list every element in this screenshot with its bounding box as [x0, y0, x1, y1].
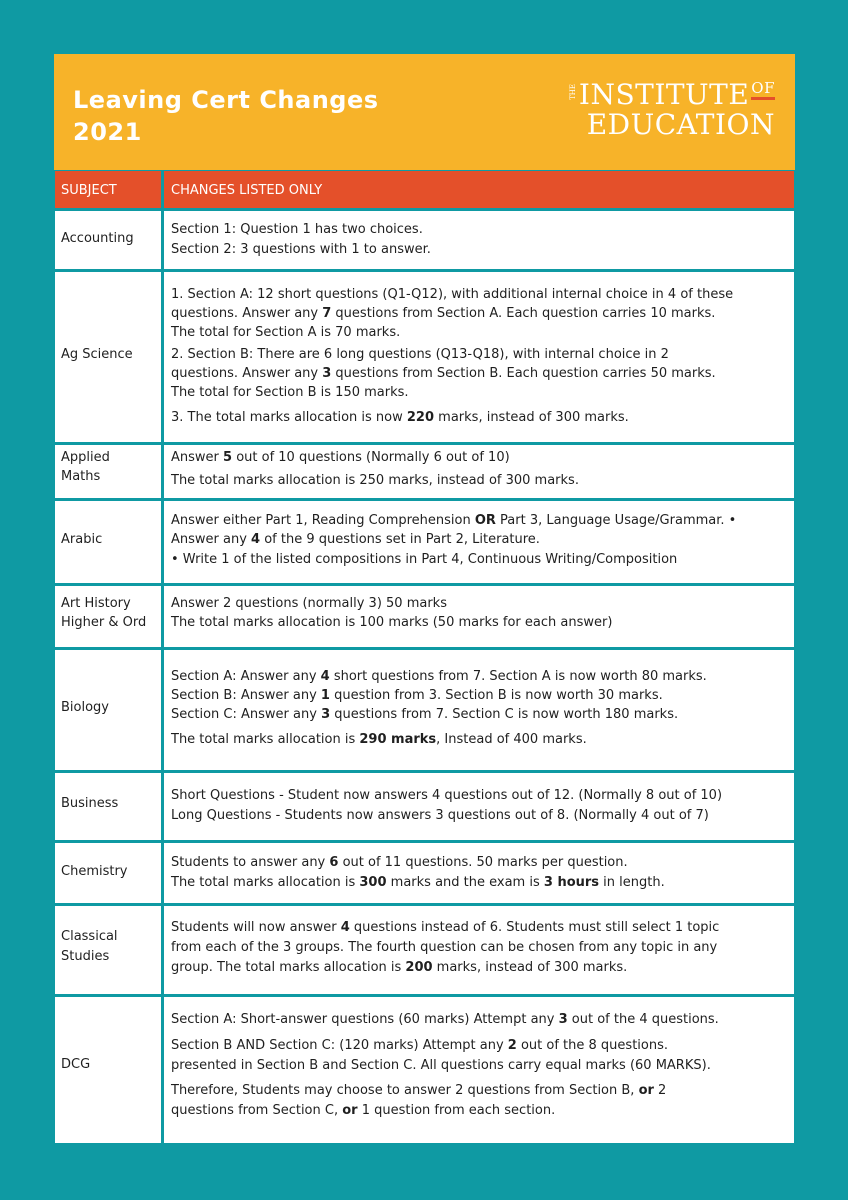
- subject-label: Higher & Ord: [61, 615, 147, 630]
- logo-of: OF: [751, 80, 775, 100]
- subject-cell: [55, 997, 161, 1143]
- changes-cell: [164, 272, 794, 442]
- column-header-subject: SUBJECT: [61, 183, 117, 198]
- change-line: The total marks allocation is 300 marks and the exam is 3 hours in length.: [171, 875, 665, 890]
- subject-cell: [55, 906, 161, 994]
- table-row: [54, 650, 795, 770]
- change-line: Section 1: Question 1 has two choices.: [171, 222, 423, 237]
- table-row: [54, 501, 795, 583]
- changes-cell: [164, 445, 794, 498]
- subject-label: Biology: [61, 700, 109, 715]
- change-line: 2. Section B: There are 6 long questions (Q13-Q18), with internal choice in 2: [171, 347, 669, 362]
- change-line: Section A: Short-answer questions (60 marks) Attempt any 3 out of the 4 questions.: [171, 1012, 719, 1027]
- change-line: 3. The total marks allocation is now 220 marks, instead of 300 marks.: [171, 410, 629, 425]
- logo-institute: INSTITUTE: [578, 78, 750, 111]
- changes-cell: [164, 501, 794, 583]
- change-line: Section C: Answer any 3 questions from 7. Section C is now worth 180 marks.: [171, 707, 679, 722]
- subject-label: Chemistry: [61, 864, 128, 879]
- subject-label: Arabic: [61, 532, 103, 547]
- table-row: [54, 997, 795, 1143]
- subject-label: Art History: [61, 596, 131, 611]
- table-row: [54, 773, 795, 840]
- institute-logo: [569, 80, 775, 140]
- table-row: [54, 586, 795, 647]
- table-row: [54, 272, 795, 442]
- change-line: questions. Answer any 7 questions from Section A. Each question carries 10 marks.: [171, 306, 716, 321]
- subject-cell: [55, 843, 161, 903]
- subject-cell: [55, 211, 161, 269]
- subject-cell: [55, 445, 161, 498]
- changes-cell: [164, 211, 794, 269]
- changes-cell: [164, 650, 794, 770]
- header-banner: [54, 54, 795, 170]
- logo-the: THE: [568, 84, 577, 100]
- change-line: group. The total marks allocation is 200 marks, instead of 300 marks.: [171, 960, 628, 975]
- info-card: [54, 54, 795, 1143]
- changes-cell: [164, 906, 794, 994]
- change-line: Answer either Part 1, Reading Comprehension OR Part 3, Language Usage/Grammar. •: [171, 513, 737, 528]
- subject-label: Ag Science: [61, 347, 133, 362]
- change-line: Answer 5 out of 10 questions (Normally 6 out of 10): [171, 450, 510, 465]
- subject-cell: [55, 272, 161, 442]
- subject-cell: [55, 586, 161, 647]
- column-header-changes: CHANGES LISTED ONLY: [171, 183, 323, 198]
- changes-cell: [164, 586, 794, 647]
- change-line: Section 2: 3 questions with 1 to answer.: [171, 242, 431, 257]
- changes-cell: [164, 773, 794, 840]
- change-line: The total marks allocation is 290 marks, Instead of 400 marks.: [171, 732, 587, 747]
- subject-label: Classical: [61, 929, 118, 944]
- change-line: The total marks allocation is 100 marks (50 marks for each answer): [171, 615, 613, 630]
- change-line: The total for Section A is 70 marks.: [171, 325, 401, 340]
- change-line: Section B: Answer any 1 question from 3. Section B is now worth 30 marks.: [171, 688, 663, 703]
- subject-label: Applied: [61, 450, 110, 465]
- change-line: The total marks allocation is 250 marks, instead of 300 marks.: [171, 473, 579, 488]
- change-line: Short Questions - Student now answers 4 questions out of 12. (Normally 8 out of 10): [171, 788, 723, 803]
- change-line: questions. Answer any 3 questions from Section B. Each question carries 50 marks.: [171, 366, 716, 381]
- table-row: [54, 211, 795, 269]
- change-line: Students will now answer 4 questions instead of 6. Students must still select 1 topic: [171, 920, 720, 935]
- title-line-2: 2021: [73, 118, 142, 146]
- change-line: Answer any 4 of the 9 questions set in Part 2, Literature.: [171, 532, 540, 547]
- page-title: [73, 84, 453, 148]
- change-line: The total for Section B is 150 marks.: [171, 385, 409, 400]
- table-header-row: [54, 171, 795, 208]
- table-row: [54, 445, 795, 498]
- title-line-1: Leaving Cert Changes: [73, 86, 379, 114]
- subject-label: Business: [61, 796, 119, 811]
- subject-cell: [55, 650, 161, 770]
- subject-label: Accounting: [61, 231, 134, 246]
- change-line: questions from Section C, or 1 question from each section.: [171, 1103, 556, 1118]
- table-row: [54, 843, 795, 903]
- subject-label: DCG: [61, 1057, 91, 1072]
- changes-cell: [164, 997, 794, 1143]
- subject-cell: [55, 501, 161, 583]
- change-line: Section A: Answer any 4 short questions from 7. Section A is now worth 80 marks.: [171, 669, 707, 684]
- logo-education: EDUCATION: [586, 108, 775, 141]
- change-line: Therefore, Students may choose to answer 2 questions from Section B, or 2: [171, 1083, 667, 1098]
- change-line: 1. Section A: 12 short questions (Q1-Q12), with additional internal choice in 4 of these: [171, 287, 734, 302]
- table-row: [54, 906, 795, 994]
- changes-cell: [164, 843, 794, 903]
- subject-label: Studies: [61, 949, 110, 964]
- change-line: presented in Section B and Section C. All questions carry equal marks (60 MARKS).: [171, 1058, 711, 1073]
- change-line: Section B AND Section C: (120 marks) Attempt any 2 out of the 8 questions.: [171, 1038, 669, 1053]
- change-line: from each of the 3 groups. The fourth question can be chosen from any topic in any: [171, 940, 718, 955]
- change-line: • Write 1 of the listed compositions in Part 4, Continuous Writing/Composition: [171, 552, 678, 567]
- change-line: Long Questions - Students now answers 3 questions out of 8. (Normally 4 out of 7): [171, 808, 709, 823]
- subject-cell: [55, 773, 161, 840]
- change-line: Answer 2 questions (normally 3) 50 marks: [171, 596, 447, 611]
- subject-label: Maths: [61, 469, 101, 484]
- change-line: Students to answer any 6 out of 11 questions. 50 marks per question.: [171, 855, 628, 870]
